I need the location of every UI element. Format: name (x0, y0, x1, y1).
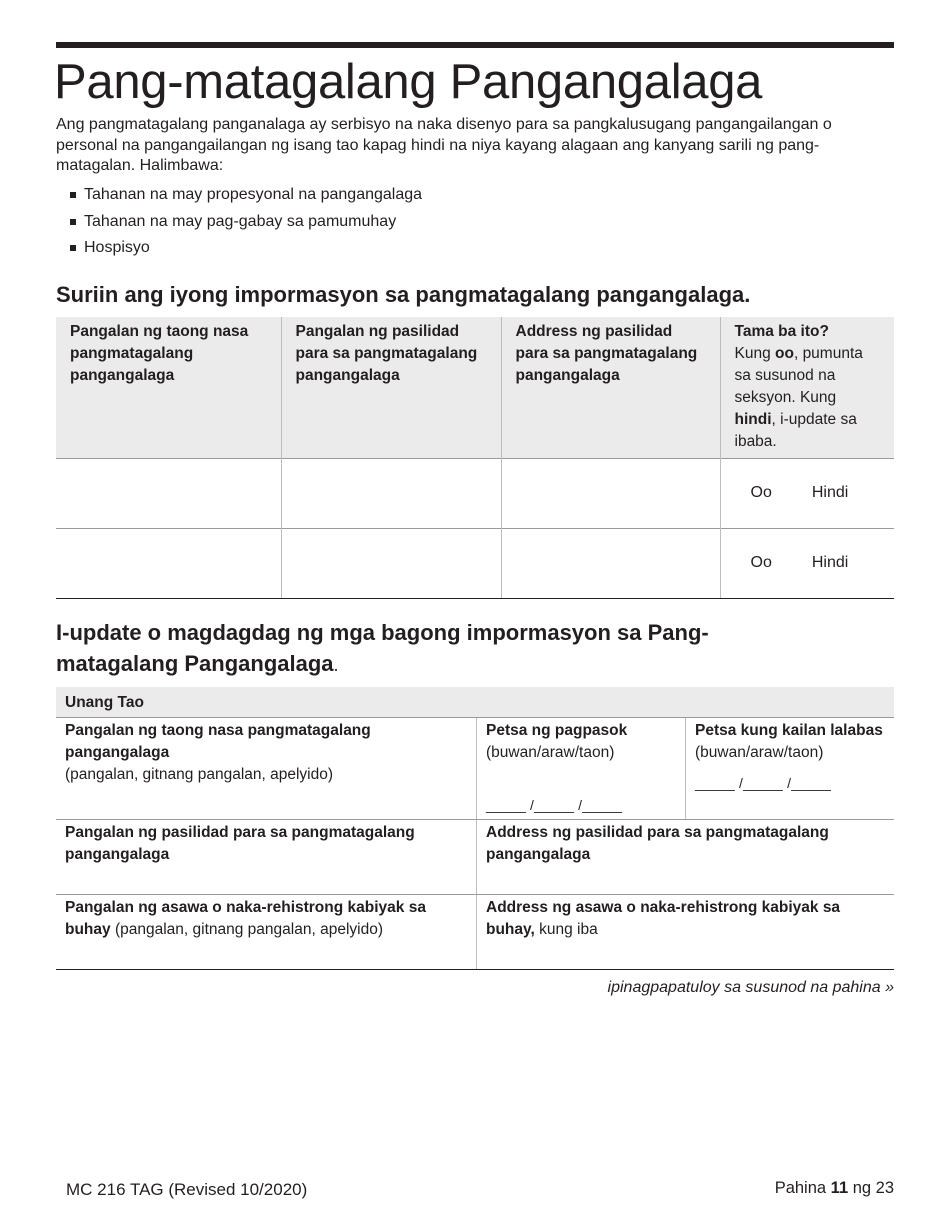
yes-no-cell (720, 528, 894, 598)
first-person-bar: Unang Tao (56, 687, 894, 718)
exit-date-field[interactable]: Petsa kung kailan lalabas (buwan/araw/taon) _____ /_____ /_____ (685, 718, 894, 819)
intro-paragraph: Ang pangmatagalang panganalaga ay serbisyo na naka disenyo para sa pangkalusugang pangangailangan o personal na pangangailangan ng isang tao kapag hindi na niya kayang alagaan ang kanyang sarili ng pang-matagalan. Halimbawa: (56, 116, 832, 174)
list-item: Tahanan na may pag-gabay sa pamumuhay (70, 209, 422, 236)
form-row (56, 820, 894, 895)
header-facility-address: Address ng pasilidad para sa pangmatagalang pangangalaga (501, 317, 720, 458)
spouse-name-field[interactable]: Pangalan ng asawa o naka-rehistrong kabiyak sa buhay (pangalan, gitnang pangalan, apelyido) (65, 899, 426, 938)
person-name-cell[interactable] (56, 458, 281, 528)
table-row (56, 528, 894, 598)
form-id: MC 216 TAG (Revised 10/2020) (66, 1180, 308, 1199)
form-row (56, 718, 894, 820)
person-name-cell[interactable] (56, 528, 281, 598)
no-option[interactable]: Hindi (811, 554, 849, 571)
bullet-square-icon (70, 219, 76, 225)
yes-option[interactable]: Oo (750, 484, 772, 501)
header-person-name: Pangalan ng taong nasa pangmatagalang pangangalaga (56, 317, 281, 458)
update-heading: I-update o magdagdag ng mga bagong impormasyon sa Pang-matagalang Pangangalaga. (56, 620, 709, 676)
bullet-square-icon (70, 245, 76, 251)
page-number: Pahina 11 ng 23 (774, 1179, 894, 1197)
person-name-field[interactable]: Pangalan ng taong nasa pangmatagalang pangangalaga (pangalan, gitnang pangalan, apelyido) (65, 722, 371, 783)
spouse-address-field[interactable]: Address ng asawa o naka-rehistrong kabiyak sa buhay, kung iba (476, 895, 894, 969)
bullet-square-icon (70, 192, 76, 198)
facility-name-cell[interactable] (281, 528, 501, 598)
yes-option[interactable]: Oo (750, 554, 772, 571)
page-title: Pang-matagalang Pangangalaga (54, 55, 763, 109)
facility-address-cell[interactable] (501, 458, 720, 528)
list-item: Hospisyo (70, 235, 422, 262)
review-table (56, 317, 894, 599)
list-item: Tahanan na may propesyonal na pangangalaga (70, 182, 422, 209)
table-header-row (56, 317, 894, 458)
example-list (70, 182, 422, 262)
no-option[interactable]: Hindi (811, 484, 849, 501)
facility-name-field[interactable]: Pangalan ng pasilidad para sa pangmatagalang pangangalaga (65, 824, 415, 863)
facility-address-field[interactable]: Address ng pasilidad para sa pangmatagalang pangangalaga (476, 820, 894, 894)
header-is-correct: Tama ba ito? Kung oo, pumunta sa susunod na seksyon. Kung hindi, i-update sa ibaba. (720, 317, 894, 458)
review-heading: Suriin ang iyong impormasyon sa pangmatagalang pangangalaga. (56, 282, 751, 307)
form-row (56, 895, 894, 970)
entry-date-field[interactable]: Petsa ng pagpasok (buwan/araw/taon) _____ /_____ /_____ (476, 718, 685, 819)
update-form (56, 687, 894, 970)
table-row (56, 458, 894, 528)
yes-no-cell (720, 458, 894, 528)
facility-address-cell[interactable] (501, 528, 720, 598)
facility-name-cell[interactable] (281, 458, 501, 528)
continued-note: ipinagpapatuloy sa susunod na pahina » (607, 979, 894, 996)
top-rule (56, 42, 894, 48)
header-facility-name: Pangalan ng pasilidad para sa pangmatagalang pangangalaga (281, 317, 501, 458)
